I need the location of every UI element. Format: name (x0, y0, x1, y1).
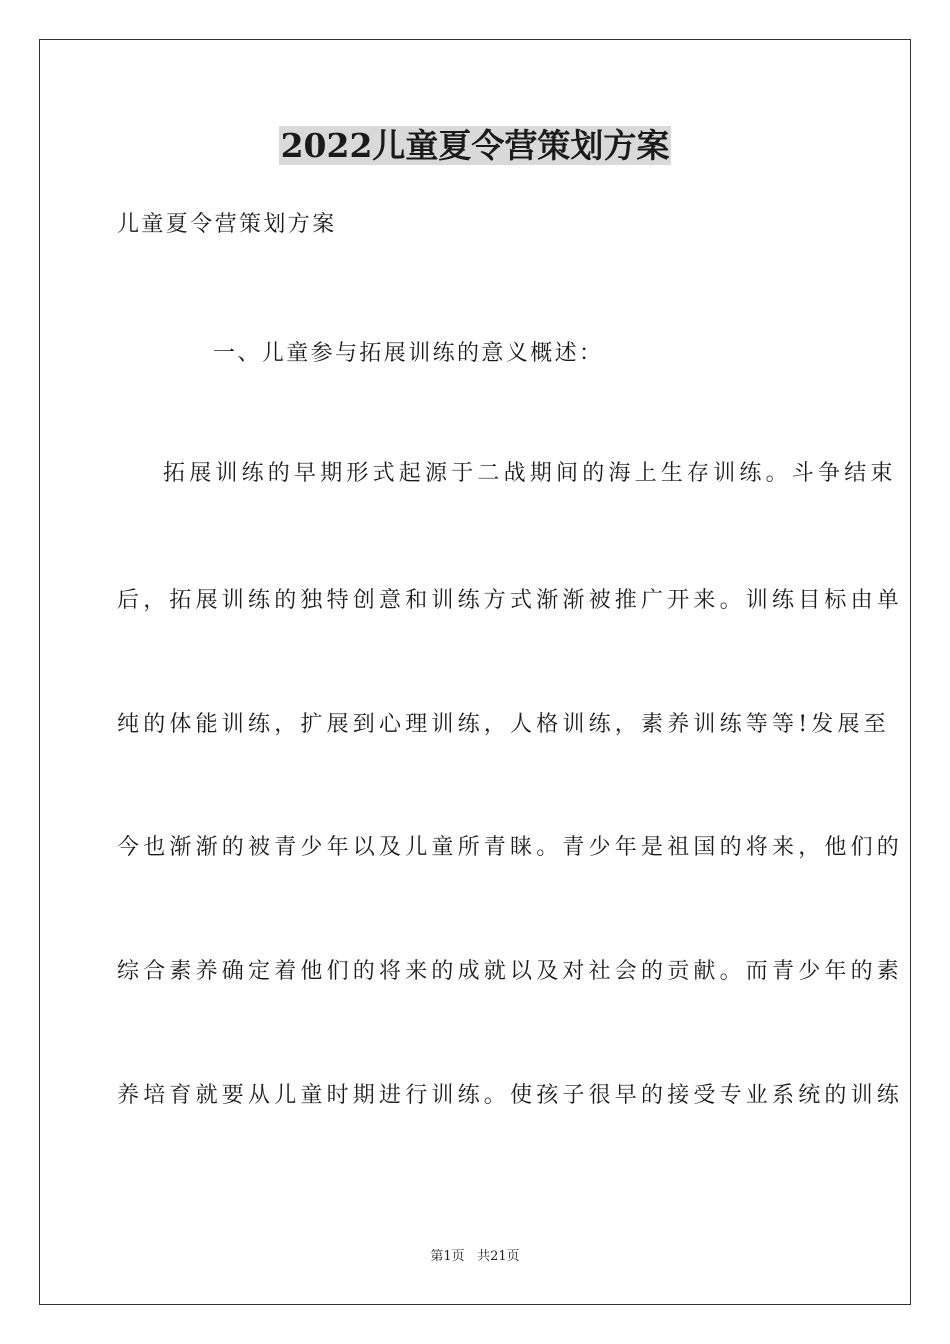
section-heading: 一、儿童参与拓展训练的意义概述： (213, 341, 604, 366)
paragraph-line: 纯的体能训练，扩展到心理训练，人格训练，素养训练等等!发展至 (117, 712, 890, 737)
paragraph-line: 综合素养确定着他们的将来的成就以及对社会的贡献。而青少年的素 (117, 959, 904, 984)
paragraph-line: 养培育就要从儿童时期进行训练。使孩子很早的接受专业系统的训练 (117, 1083, 904, 1108)
page-number: 第1页 (430, 1249, 465, 1264)
page-footer (0, 1248, 950, 1266)
page-total: 共21页 (477, 1249, 520, 1264)
paragraph-line: 今也渐渐的被青少年以及儿童所青睐。青少年是祖国的将来，他们的 (117, 835, 904, 860)
paragraph-line: 后，拓展训练的独特创意和训练方式渐渐被推广开来。训练目标由单 (117, 588, 904, 613)
paragraph-line: 拓展训练的早期形式起源于二战期间的海上生存训练。斗争结束 (163, 461, 897, 486)
document-subtitle: 儿童夏令营策划方案 (117, 212, 337, 237)
document-title (0, 122, 950, 170)
document-title-text: 2022儿童夏令营策划方案 (280, 126, 670, 165)
